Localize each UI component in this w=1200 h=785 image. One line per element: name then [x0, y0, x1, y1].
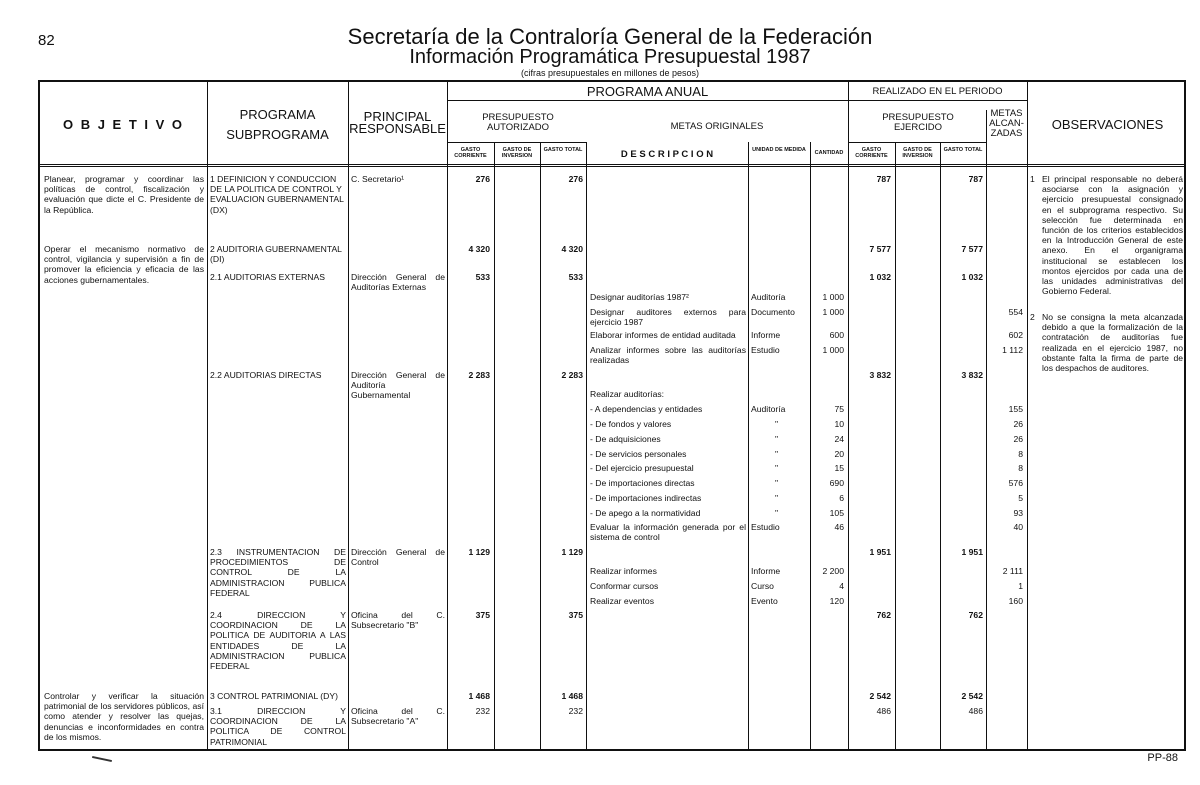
header-presupuesto-ejercido: PRESUPUESTO EJERCIDO [882, 112, 954, 133]
subprogram-ejercido-corriente: 1 951 [869, 547, 891, 557]
header-programa-anual: PROGRAMA ANUAL [586, 84, 709, 99]
subprogram-name: 2.4 DIRECCION Y COORDINACION DE LA POLITICA DE AUDITORIA A LAS ENTIDADES DE LA ADMINISTRACION PUBLICA FEDERAL [210, 610, 346, 672]
meta-unit: " [775, 434, 779, 444]
header-observaciones: OBSERVACIONES [1051, 117, 1164, 132]
meta-alcanzada: 602 [1008, 330, 1023, 340]
program-gasto-total: 4 320 [561, 244, 583, 254]
subprogram-ejercido-total: 762 [968, 610, 983, 620]
meta-unit: Informe [751, 330, 781, 340]
program-ejercido-corriente: 2 542 [869, 691, 891, 701]
meta-desc: - A dependencias y entidades [590, 404, 703, 414]
meta-unit: " [775, 493, 779, 503]
meta-qty: 46 [834, 522, 844, 532]
obs-number: 1 [1030, 174, 1035, 184]
meta-unit: Auditoría [751, 292, 786, 302]
meta-desc: Elaborar informes de entidad auditada [590, 330, 736, 340]
subprogram-responsable: Oficina del C. Subsecretario "B" [351, 610, 445, 631]
subprogram-gasto-total: 533 [568, 272, 583, 282]
meta-desc: Designar auditorías 1987² [590, 292, 689, 302]
program-name: 3 CONTROL PATRIMONIAL (DY) [210, 691, 338, 701]
program-ejercido-corriente: 787 [876, 174, 891, 184]
meta-alcanzada: 2 111 [1002, 566, 1023, 576]
header-gasto-inversion-ejercido: GASTO DE INVERSION [902, 147, 933, 159]
subprogram-ejercido-corriente: 3 832 [869, 370, 891, 380]
meta-alcanzada: 8 [1018, 463, 1023, 473]
meta-desc: Realizar informes [590, 566, 657, 576]
meta-unit: " [775, 508, 779, 518]
meta-unit: Estudio [751, 522, 780, 532]
header-programa: PROGRAMA [239, 107, 316, 122]
subprogram-gasto-corriente: 2 283 [468, 370, 490, 380]
program-gasto-corriente: 276 [475, 174, 490, 184]
meta-qty: 24 [834, 434, 844, 444]
meta-qty: 10 [834, 419, 844, 429]
obs-number: 2 [1030, 312, 1035, 322]
meta-qty: 75 [834, 404, 844, 414]
meta-alcanzada: 26 [1013, 419, 1023, 429]
subprogram-gasto-total: 2 283 [561, 370, 583, 380]
subprogram-ejercido-corriente: 1 032 [869, 272, 891, 282]
meta-alcanzada: 5 [1018, 493, 1023, 503]
meta-desc: Conformar cursos [590, 581, 659, 591]
meta-desc: - De importaciones directas [590, 478, 695, 488]
budget-table [38, 80, 1186, 751]
header-unidad-medida: UNIDAD DE MEDIDA [752, 147, 806, 153]
header-metas-alcanzadas: METAS ALCAN- ZADAS [989, 108, 1024, 139]
header-gasto-corriente-ejercido: GASTO CORRIENTE [855, 147, 888, 159]
subprogram-responsable: Dirección General de Auditoría Gubernamental [351, 370, 445, 401]
subprogram-ejercido-total: 3 832 [961, 370, 983, 380]
subprogram-responsable: Dirección General de Auditorías Externas [351, 272, 445, 293]
page-number: 82 [38, 32, 55, 49]
subprogram-responsable: Dirección General de Control [351, 547, 445, 568]
meta-unit: " [775, 478, 779, 488]
meta-unit: Evento [751, 596, 778, 606]
header-presupuesto-autorizado: PRESUPUESTO AUTORIZADO [482, 112, 554, 133]
program-ejercido-corriente: 7 577 [869, 244, 891, 254]
meta-desc: - De adquisiciones [590, 434, 661, 444]
subprogram-gasto-corriente: 533 [475, 272, 490, 282]
meta-alcanzada: 40 [1013, 522, 1023, 532]
observation-text: El principal responsable no deberá asociarse con la asignación y ejercicio presupuestal consignado en el subprograma respectivo. Su selección fue determinada en función de los criterios establecidos en la Introducción General de este anexo. En el organigrama institucional se establecen los montos ejercidos por cada una de las unidades administrativas del Gobierno Federal. [1042, 174, 1183, 297]
program-ejercido-total: 787 [968, 174, 983, 184]
meta-desc: - De importaciones indirectas [590, 493, 702, 503]
meta-alcanzada: 93 [1013, 508, 1023, 518]
meta-qty: 1 000 [822, 345, 844, 355]
meta-alcanzada: 554 [1008, 307, 1023, 317]
meta-desc: - De apego a la normatividad [590, 508, 701, 518]
subprogram-name: 2.1 AUDITORIAS EXTERNAS [210, 272, 325, 282]
meta-unit: " [775, 419, 779, 429]
subprogram-ejercido-total: 486 [968, 706, 983, 716]
document-subtitle: Información Programática Presupuestal 1987 [409, 46, 811, 68]
objective-3: Controlar y verificar la situación patrimonial de los servidores públicos, así como atender y resolver las quejas, denuncias e inconformidades en contra de los mismos. [44, 691, 204, 742]
objective-1: Planear, programar y coordinar las políticas de control, fiscalización y evaluación que dicte el C. Presidente de la República. [44, 174, 204, 215]
subprogram-gasto-corriente: 1 129 [468, 547, 490, 557]
meta-qty: 120 [829, 596, 844, 606]
meta-desc: Realizar eventos [590, 596, 655, 606]
program-gasto-corriente: 1 468 [468, 691, 490, 701]
meta-alcanzada: 8 [1018, 449, 1023, 459]
document-note: (cifras presupuestales en millones de pesos) [520, 68, 700, 78]
header-gasto-total-ejercido: GASTO TOTAL [943, 147, 983, 153]
header-responsable: RESPONSABLE [349, 121, 446, 136]
header-metas-originales: METAS ORIGINALES [670, 121, 764, 132]
document-title: Secretaría de la Contraloría General de la Federación [347, 24, 873, 49]
subprogram-name: 2.2 AUDITORIAS DIRECTAS [210, 370, 322, 380]
footer-code: PP-88 [1147, 752, 1178, 764]
program-ejercido-total: 7 577 [961, 244, 983, 254]
meta-alcanzada: 160 [1008, 596, 1023, 606]
meta-alcanzada: 576 [1008, 478, 1023, 488]
meta-desc: Designar auditores externos para ejercicio 1987 [590, 307, 746, 328]
subprogram-gasto-total: 232 [568, 706, 583, 716]
meta-alcanzada: 1 112 [1002, 345, 1023, 355]
header-cantidad: CANTIDAD [814, 150, 844, 156]
meta-desc: Analizar informes sobre las auditorías realizadas [590, 345, 746, 366]
meta-unit: Estudio [751, 345, 780, 355]
meta-alcanzada: 1 [1018, 581, 1023, 591]
meta-qty: 2 200 [822, 566, 844, 576]
subprogram-gasto-total: 375 [568, 610, 583, 620]
header-principal: PRINCIPAL [363, 109, 432, 124]
meta-desc: - Del ejercicio presupuestal [590, 463, 694, 473]
meta-desc: Realizar auditorías: [590, 389, 665, 399]
subprogram-responsable: Oficina del C. Subsecretario "A" [351, 706, 445, 727]
header-objetivo: O B J E T I V O [62, 117, 185, 132]
header-realizado: REALIZADO EN EL PERIODO [872, 86, 1003, 97]
header-gasto-total: GASTO TOTAL [543, 147, 583, 153]
subprogram-ejercido-corriente: 486 [876, 706, 891, 716]
meta-alcanzada: 26 [1013, 434, 1023, 444]
program-name: 1 DEFINICION Y CONDUCCION DE LA POLITICA DE CONTROL Y EVALUACION GUBERNAMENTAL (DX) [210, 174, 344, 215]
meta-qty: 690 [829, 478, 844, 488]
meta-qty: 105 [829, 508, 844, 518]
program-ejercido-total: 2 542 [961, 691, 983, 701]
meta-unit: Informe [751, 566, 781, 576]
program-gasto-total: 1 468 [561, 691, 583, 701]
header-descripcion: D E S C R I P C I O N [620, 149, 714, 160]
meta-desc: - De servicios personales [590, 449, 687, 459]
observation-text: No se consigna la meta alcanzada debido a que la formalización de la contratación de auditorías fue realizada en el ejercicio 1987, no obstante falta la firma de parte de los despachos de auditores. [1042, 312, 1183, 374]
meta-unit: " [775, 449, 779, 459]
meta-desc: Evaluar la información generada por el sistema de control [590, 522, 746, 543]
meta-unit: Auditoría [751, 404, 786, 414]
meta-desc: - De fondos y valores [590, 419, 672, 429]
subprogram-name: 3.1 DIRECCION Y COORDINACION DE LA POLITICA DE CONTROL PATRIMONIAL [210, 706, 346, 747]
meta-qty: 4 [839, 581, 844, 591]
meta-qty: 20 [834, 449, 844, 459]
meta-qty: 1 000 [822, 292, 844, 302]
meta-unit: Curso [751, 581, 774, 591]
subprogram-gasto-total: 1 129 [561, 547, 583, 557]
header-gasto-inversion: GASTO DE INVERSION [501, 147, 533, 159]
scan-mark [92, 756, 112, 762]
header-gasto-corriente: GASTO CORRIENTE [454, 147, 487, 159]
subprogram-ejercido-corriente: 762 [876, 610, 891, 620]
header-subprograma: SUBPROGRAMA [226, 127, 329, 142]
meta-unit: Documento [751, 307, 795, 317]
program-gasto-corriente: 4 320 [468, 244, 490, 254]
subprogram-ejercido-total: 1 951 [961, 547, 983, 557]
meta-alcanzada: 155 [1008, 404, 1023, 414]
meta-qty: 600 [829, 330, 844, 340]
subprogram-ejercido-total: 1 032 [961, 272, 983, 282]
subprogram-gasto-corriente: 375 [475, 610, 490, 620]
subprogram-gasto-corriente: 232 [475, 706, 490, 716]
meta-unit: " [775, 463, 779, 473]
program-name: 2 AUDITORIA GUBERNAMENTAL (DI) [210, 244, 342, 265]
program-responsable: C. Secretario¹ [351, 174, 405, 184]
objective-2: Operar el mecanismo normativo de control, vigilancia y supervisión a fin de promover la eficiencia y eficacia de las acciones gubernamentales. [44, 244, 204, 285]
program-gasto-total: 276 [568, 174, 583, 184]
subprogram-name: 2.3 INSTRUMENTACION DE PROCEDIMIENTOS DE CONTROL DE LA ADMINISTRACION PUBLICA FEDERAL [210, 547, 346, 598]
meta-qty: 1 000 [822, 307, 844, 317]
meta-qty: 6 [839, 493, 844, 503]
meta-qty: 15 [834, 463, 844, 473]
